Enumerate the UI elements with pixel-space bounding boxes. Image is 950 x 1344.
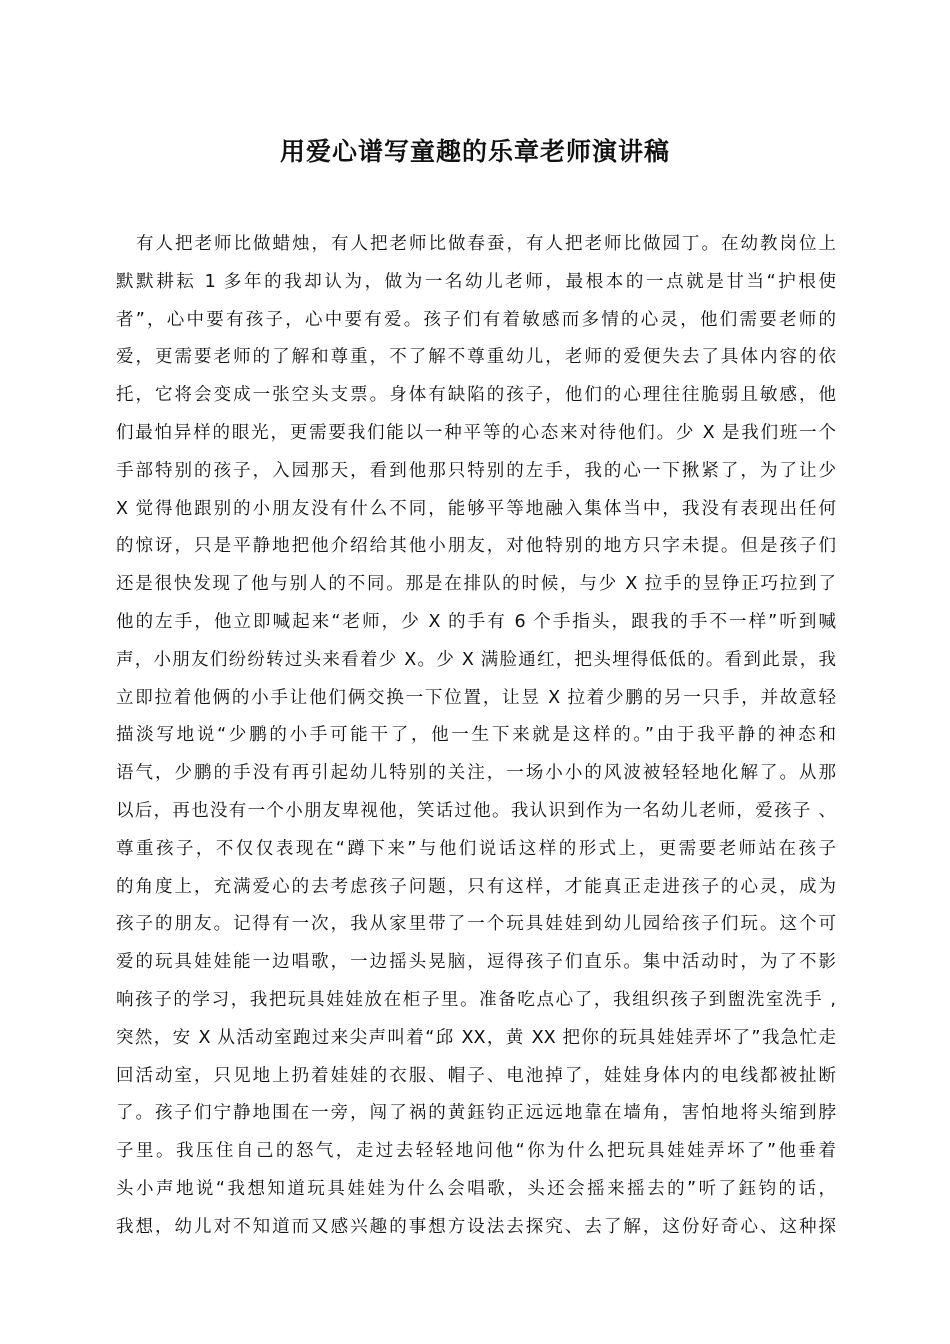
text-line: 尊重孩子，不仅仅表现在“蹲下来”与他们说话这样的形式上，更需要老师站在孩子 (116, 838, 836, 859)
text-line: 的角度上，充满爱心的去考虑孩子问题，只有这样，才能真正走进孩子的心灵，成为 (116, 876, 836, 897)
text-line: 他的左手，他立即喊起来“老师，少 X 的手有 6 个手指头，跟我的手不一样”听到喊 (116, 611, 836, 632)
text-line: 孩子的朋友。记得有一次，我从家里带了一个玩具娃娃到幼儿园给孩子们玩。这个可 (116, 914, 836, 935)
text-line: 们最怕异样的眼光，更需要我们能以一种平等的心态来对待他们。少 X 是我们班一个 (116, 422, 836, 443)
document-body (116, 226, 836, 1247)
text-line: 了。孩子们宁静地围在一旁，闯了祸的黄鈺钧正远远地靠在墙角，害怕地将头缩到脖 (116, 1103, 836, 1124)
text-line: 我想，幼儿对不知道而又感兴趣的事想方设法去探究、去了解，这份好奇心、这种探 (116, 1216, 836, 1237)
text-line: 语气，少鹏的手没有再引起幼儿特别的关注，一场小小的风波被轻轻地化解了。从那 (116, 763, 836, 784)
text-line: 以后，再也没有一个小朋友卑视他，笑话过他。我认识到作为一名幼儿老师，爱孩子 、 (116, 800, 836, 821)
text-line: X 觉得他跟别的小朋友没有什么不同，能够平等地融入集体当中，我没有表现出任何 (116, 498, 836, 519)
text-line: 突然，安 X 从活动室跑过来尖声叫着“邱 XX，黄 XX 把你的玩具娃娃弄坏了”我急忙走 (116, 1027, 836, 1048)
text-line: 立即拉着他俩的小手让他们俩交换一下位置，让昱 X 拉着少鹏的另一只手，并故意轻 (116, 687, 836, 708)
text-line: 有人把老师比做蜡烛，有人把老师比做春蚕，有人把老师比做园丁。在幼教岗位上 (136, 234, 836, 254)
text-line: 爱的玩具娃娃能一边唱歌，一边摇头晃脑，逗得孩子们直乐。集中活动时，为了不影 (116, 952, 836, 973)
text-line: 声，小朋友们纷纷转过头来看着少 X。少 X 满脸通红，把头埋得低低的。看到此景，我 (116, 649, 836, 670)
text-line: 子里。我压住自己的怒气，走过去轻轻地问他“你为什么把玩具娃娃弄坏了”他垂着 (116, 1141, 836, 1162)
document-title: 用爱心谱写童趣的乐章老师演讲稿 (279, 137, 670, 166)
text-line: 回活动室，只见地上扔着娃娃的衣服、帽子、电池掉了，娃娃身体内的电线都被扯断 (116, 1065, 836, 1086)
text-line: 头小声地说“我想知道玩具娃娃为什么会唱歌，头还会摇来摇去的”听了鈺钧的话， (116, 1178, 836, 1199)
text-line: 手部特别的孩子，入园那天，看到他那只特别的左手，我的心一下揪紧了，为了让少 (116, 460, 836, 481)
text-line: 默默耕耘 1 多年的我却认为，做为一名幼儿老师，最根本的一点就是甘当“护根使 (116, 271, 836, 292)
text-line: 者”，心中要有孩子，心中要有爱。孩子们有着敏感而多情的心灵，他们需要老师的 (116, 309, 836, 330)
text-line: 爱，更需要老师的了解和尊重，不了解不尊重幼儿，老师的爱便失去了具体内容的依 (116, 347, 836, 368)
text-line: 响孩子的学习，我把玩具娃娃放在柜子里。准备吃点心了，我组织孩子到盥洗室洗手 , (116, 989, 836, 1010)
text-line: 还是很快发现了他与别人的不同。那是在排队的时候，与少 X 拉手的昱铮正巧拉到了 (116, 574, 836, 595)
text-line: 的惊讶，只是平静地把他介绍给其他小朋友，对他特别的地方只字未提。但是孩子们 (116, 536, 836, 557)
text-line: 托，它将会变成一张空头支票。身体有缺陷的孩子，他们的心理往往脆弱且敏感，他 (116, 385, 836, 406)
text-line: 描淡写地说“少鹏的小手可能干了，他一生下来就是这样的。”由于我平静的神态和 (116, 725, 836, 746)
